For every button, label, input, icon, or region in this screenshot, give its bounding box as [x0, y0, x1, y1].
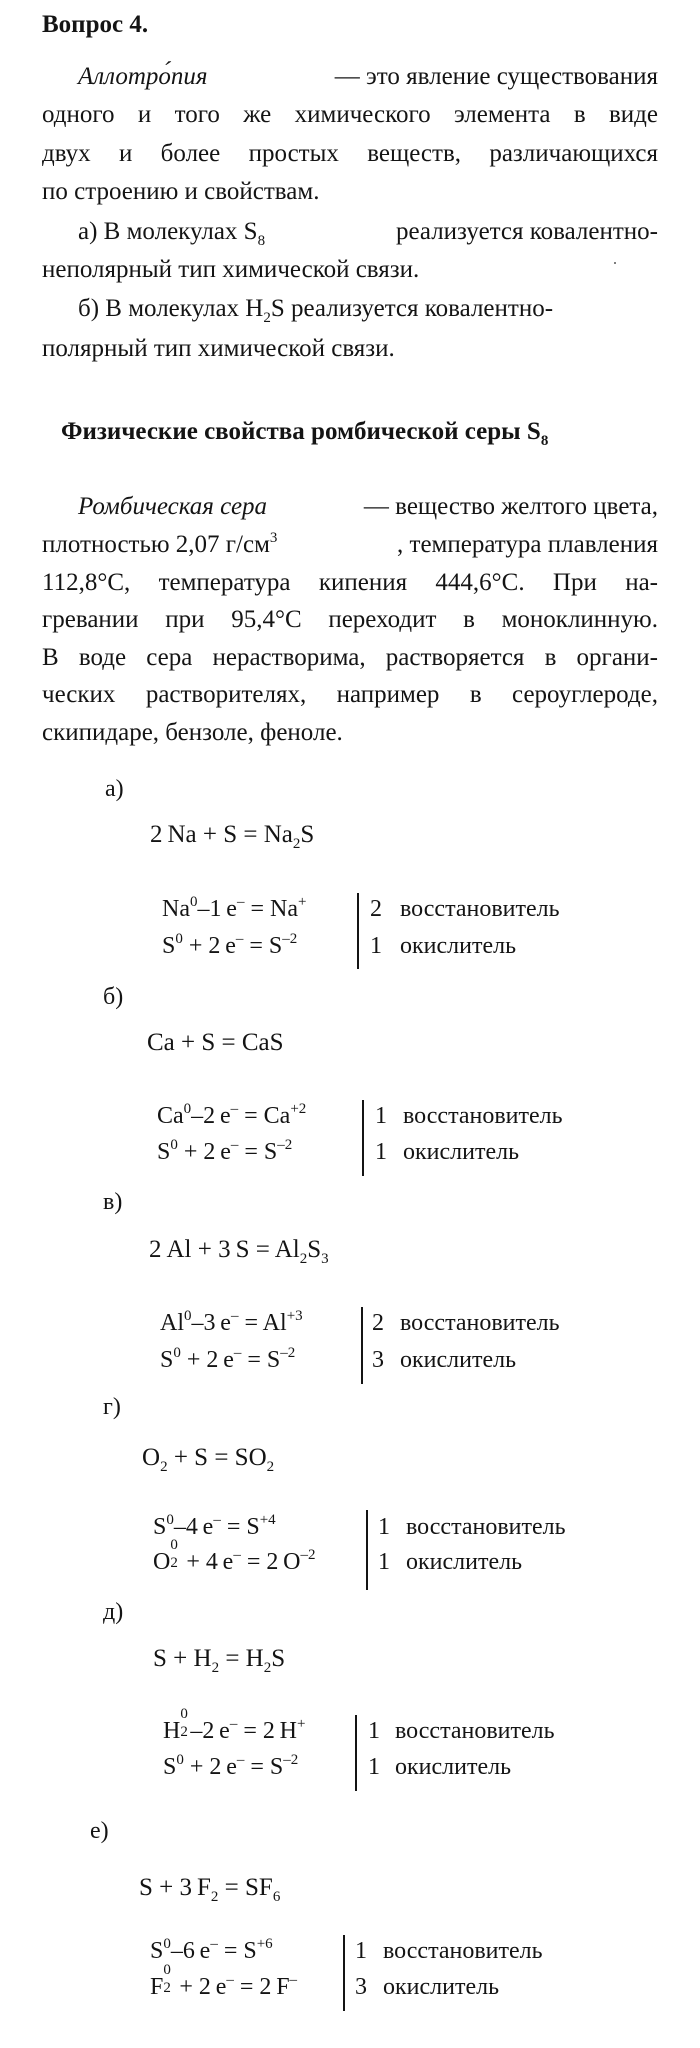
reaction-d-half-2: O 0 2 + 4 e– = 2 $O^{-2}$: [153, 1537, 316, 1575]
reaction-b-equation: Ca + S = CaS: [147, 1029, 284, 1056]
reaction-c-half-1: Al$^0$–3 $e^- = Al^{+3}$: [160, 1308, 303, 1336]
props-line-3: 112,8°С, температура кипения 444,6°С. При на-: [42, 569, 658, 596]
reaction-a-role-2: окислитель: [400, 933, 517, 959]
props-line-2: плотностью 2,07 $г/см^3$ , температура плавления: [42, 530, 658, 558]
reaction-e-half-2: $S^0 + 2$ $e^- = S^{-2}$: [163, 1752, 299, 1780]
reaction-d-coef-1: 1: [378, 1514, 390, 1540]
reaction-a-coef-2: 1: [370, 933, 382, 959]
reaction-e-coef-1: 1: [368, 1718, 380, 1744]
reaction-d-half-1: $S^0-4$ $e^- = S^{+4}$: [153, 1512, 276, 1540]
reaction-d-coef-2: 1: [378, 1549, 390, 1575]
reaction-e-role-2: окислитель: [395, 1754, 512, 1780]
reaction-d-equation: $O_2 + S = SO_2$: [142, 1444, 275, 1475]
item-a-suffix: реализуется ковалентно-: [395, 218, 658, 245]
reaction-a-coef-1: 2: [370, 896, 382, 922]
reaction-f-coef-1: 1: [355, 1938, 367, 1964]
reaction-e-equation: $S + H_2 = H_2S$: [153, 1645, 286, 1676]
allotropy-line-3: двух и более простых веществ, различающихся: [42, 140, 658, 167]
reaction-c-coef-1: 2: [372, 1310, 384, 1336]
reaction-b-half-1: Ca$^0$–2 $e^- = Ca^{+2}$: [157, 1101, 307, 1129]
reaction-a-equation: 2 $Na + S = Na_2S$: [150, 821, 315, 852]
allotropy-line-2: одного и того же химического элемента в виде: [42, 101, 658, 128]
props-line-7: скипидаре, бензоле, феноле.: [42, 719, 343, 746]
allotropy-line-1-text: — это явление существования: [334, 63, 658, 90]
reaction-c-role-2: окислитель: [400, 1347, 517, 1373]
allotropy-term: Аллотро́пия: [78, 63, 208, 90]
reaction-a-label: а): [105, 776, 124, 802]
reaction-c-label: в): [103, 1189, 123, 1215]
reaction-f-role-2: окислитель: [383, 1974, 500, 2000]
section-heading: Физические свойства ромбической серы $S_8$: [61, 418, 549, 449]
reaction-f-equation: S + 3 $F_2 = SF_6$: [139, 1874, 281, 1905]
props-line-4: гревании при 95,4°С переходит в моноклинную.: [42, 606, 658, 633]
reaction-d-divider: [366, 1510, 368, 1590]
reaction-c-divider: [361, 1307, 363, 1384]
allotropy-line-1: [78, 62, 658, 92]
reaction-e-label: д): [103, 1599, 124, 1625]
reaction-b-half-2: $S^0 + 2$ $e^- = S^{-2}$: [157, 1137, 293, 1165]
reaction-f-label: е): [90, 1818, 109, 1844]
reaction-d-role-1: восстановитель: [406, 1514, 566, 1540]
item-b-line-2: полярный тип химической связи.: [42, 335, 395, 362]
scan-speck: [614, 262, 616, 264]
reaction-e-half-1: H 0 2 –2 e– = 2 H+: [163, 1706, 306, 1744]
reaction-b-role-1: восстановитель: [403, 1103, 563, 1129]
reaction-b-role-2: окислитель: [403, 1139, 520, 1165]
reaction-a-role-1: восстановитель: [400, 896, 560, 922]
reaction-a-half-1: Na$^0$–1 e– = Na+: [162, 894, 307, 922]
reaction-b-label: б): [103, 984, 124, 1010]
props-line-5: В воде сера нерастворима, растворяется в органи-: [42, 644, 658, 671]
item-a-line-1: [78, 217, 658, 247]
reaction-e-role-1: восстановитель: [395, 1718, 555, 1744]
reaction-f-role-1: восстановитель: [383, 1938, 543, 1964]
reaction-c-equation: 2 Al + 3 $S = Al_2S_3$: [149, 1236, 329, 1267]
reaction-a-divider: [357, 893, 359, 969]
item-b-line-1: [78, 294, 658, 324]
reaction-f-half-2: F 0 2 + 2 e– = 2 F–: [150, 1962, 298, 2000]
reaction-b-coef-1: 1: [375, 1103, 387, 1129]
question-title: Вопрос 4.: [42, 11, 149, 38]
reaction-e-coef-2: 1: [368, 1754, 380, 1780]
props-line-1: Ромбическая сера — вещество желтого цвета,: [78, 493, 658, 520]
reaction-f-coef-2: 3: [355, 1974, 367, 2000]
reaction-b-coef-2: 1: [375, 1139, 387, 1165]
reaction-f-divider: [343, 1935, 345, 2011]
item-b-prefix: б) В молекулах $H_2S$ реализуется ковалентно-: [78, 295, 554, 326]
reaction-c-coef-2: 3: [372, 1347, 384, 1373]
item-a-prefix: а) В молекулах $S_8$: [78, 218, 266, 249]
allotropy-line-4: по строению и свойствам.: [42, 178, 320, 205]
reaction-e-divider: [355, 1715, 357, 1791]
reaction-b-divider: [362, 1100, 364, 1176]
props-line-6: ческих растворителях, например в сероуглероде,: [42, 681, 658, 708]
item-a-line-2: неполярный тип химической связи.: [42, 256, 420, 283]
reaction-f-half-1: $S^0-6$ $e^- = S^{+6}$: [150, 1936, 273, 1964]
reaction-d-role-2: окислитель: [406, 1549, 523, 1575]
reaction-c-half-2: $S^0 + 2$ $e^- = S^{-2}$: [160, 1345, 296, 1373]
reaction-c-role-1: восстановитель: [400, 1310, 560, 1336]
reaction-a-half-2: $S^0 + 2$ $e^- = S^{-2}$: [162, 931, 298, 959]
reaction-d-label: г): [103, 1394, 121, 1420]
props-term: Ромбическая сера: [78, 493, 268, 520]
